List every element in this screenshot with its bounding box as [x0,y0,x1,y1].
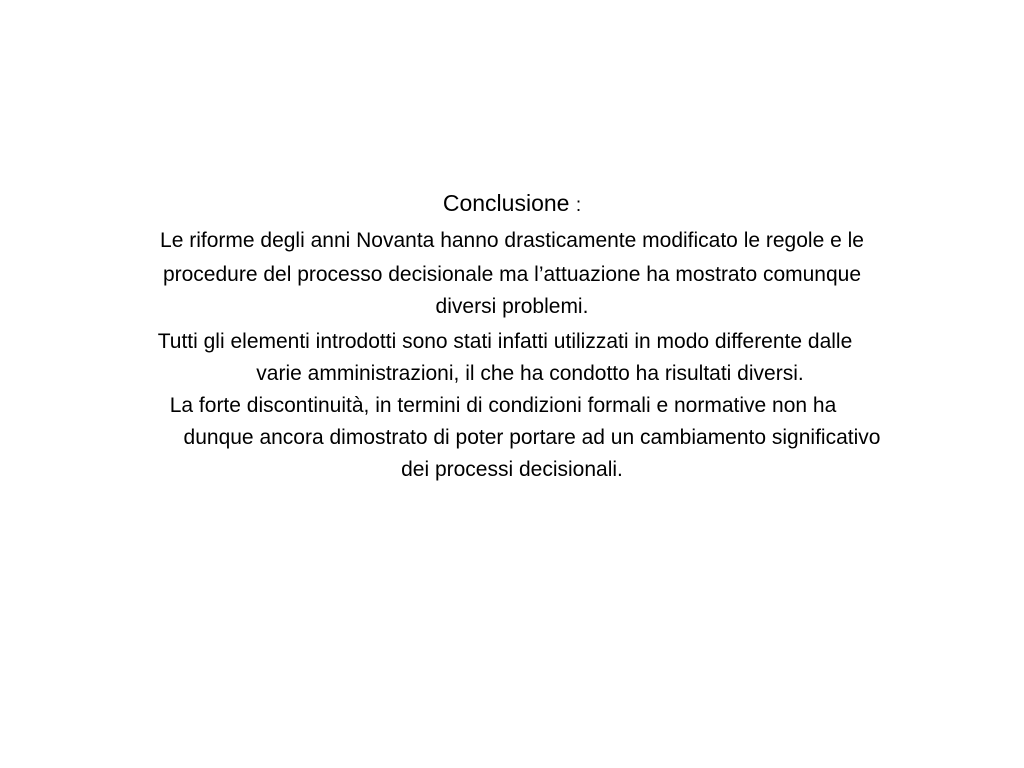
paragraph-line: procedure del processo decisionale ma l’attuazione ha mostrato comunque [162,263,862,286]
slide-content [60,186,964,486]
slide-title-colon: : [575,195,582,216]
paragraph-line: varie amministrazioni, il che ha condotto ha risultati diversi. [256,362,804,385]
paragraph-line: La forte discontinuità, in termini di condizioni formali e normative non ha [169,394,837,417]
paragraph-elements [60,326,964,390]
slide-title [60,186,964,223]
paragraph-line: dunque ancora dimostrato di poter portare ad un cambiamento significativo [183,426,881,449]
paragraph-discontinuity [60,390,964,486]
paragraph-line: Tutti gli elementi introdotti sono stati infatti utilizzati in modo differente dalle [157,330,853,353]
paragraph-reforms [60,224,964,322]
paragraph-line: dei processi decisionali. [401,458,623,481]
paragraph-line: Le riforme degli anni Novanta hanno drasticamente modificato le regole e le [160,229,864,252]
paragraph-line: diversi problemi. [435,295,589,318]
slide-title-text: Conclusione [442,190,570,216]
